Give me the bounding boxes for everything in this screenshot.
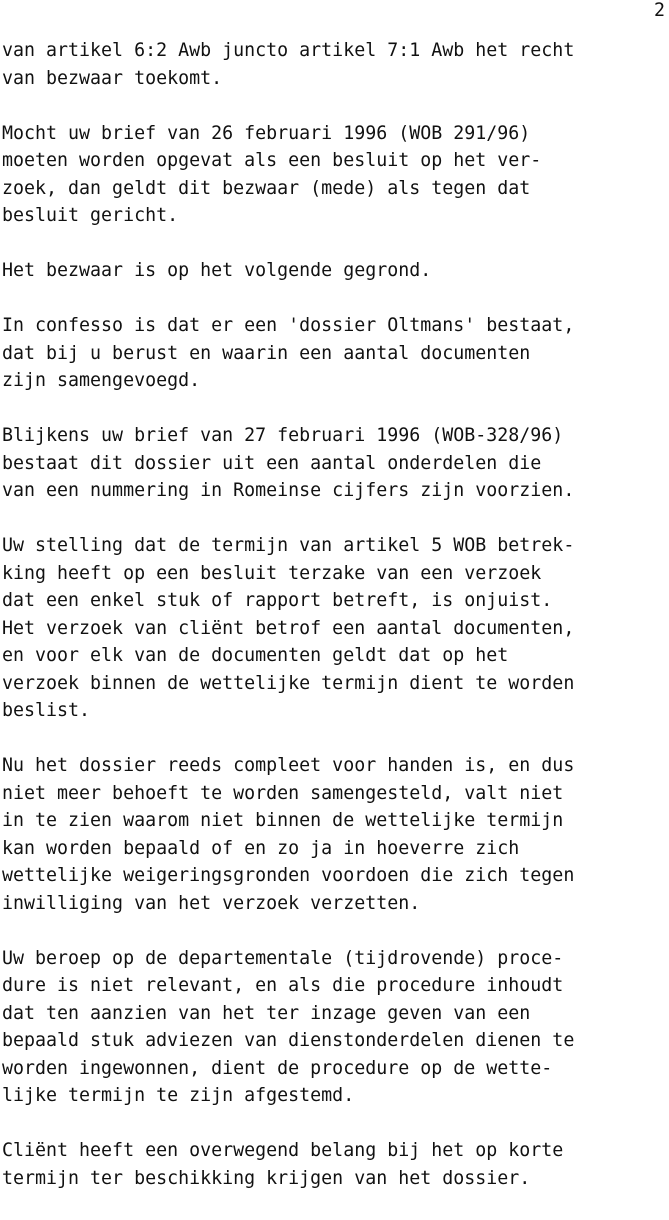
text-line: Uw stelling dat de termijn van artikel 5 WOB betrek- [2,535,575,556]
paragraph [2,312,669,395]
text-line: dat bij u berust en waarin een aantal documenten [2,342,531,364]
paragraph [2,532,669,725]
text-line: king heeft op een besluit terzake van een verzoek [2,562,542,584]
document-body [2,37,669,1220]
text-line: kan worden bepaald of en zo ja in hoeverre zich [2,837,520,859]
paragraph [2,37,669,92]
text-line: dat een enkel stuk of rapport betreft, is onjuist. [2,590,553,611]
text-line: bepaald stuk adviezen van dienstonderdelen dienen te [2,1030,575,1051]
text-line: van een nummering in Romeinse cijfers zijn voorzien. [2,480,575,501]
text-line: en voor elk van de documenten geldt dat op het [2,645,509,666]
text-line: Nu het dossier reeds compleet voor handen is, en dus [2,755,575,776]
text-line: bestaat dit dossier uit een aantal onderdelen die [2,452,542,474]
text-line: moeten worden opgevat als een besluit op het ver- [2,150,542,171]
paragraph [2,422,669,505]
text-line: inwilliging van het verzoek verzetten. [2,892,421,914]
paragraph [2,752,669,917]
paragraph [2,257,669,285]
text-line: beslist. [2,700,91,721]
text-line: In confesso is dat er een 'dossier Oltmans' bestaat, [2,315,575,336]
text-line: Cliënt heeft een overwegend belang bij het op korte [2,1140,564,1161]
text-line: besluit gericht. [2,205,179,226]
text-line: worden ingewonnen, dient de procedure op de wette- [2,1057,553,1079]
text-line: Het verzoek van cliënt betrof een aantal documenten, [2,617,575,639]
page-number: 2 [653,0,665,21]
text-line: verzoek binnen de wettelijke termijn dient te worden [2,672,575,694]
text-line: lijke termijn te zijn afgestemd. [2,1085,355,1106]
paragraph [2,945,669,1110]
text-line: niet meer behoeft te worden samengesteld, valt niet [2,782,564,804]
text-line: Mocht uw brief van 26 februari 1996 (WOB 291/96) [2,122,531,144]
paragraph [2,1137,669,1192]
text-line: termijn ter beschikking krijgen van het dossier. [2,1167,531,1189]
text-line: van bezwaar toekomt. [2,67,223,89]
text-line: in te zien waarom niet binnen de wettelijke termijn [2,810,564,831]
text-line: dat ten aanzien van het ter inzage geven van een [2,1002,531,1024]
text-line: dure is niet relevant, en als die procedure inhoudt [2,975,564,996]
text-line: zijn samengevoegd. [2,370,201,391]
text-line: Het bezwaar is op het volgende gegrond. [2,260,432,281]
text-line: zoek, dan geldt dit bezwaar (mede) als tegen dat [2,177,531,199]
text-line: Blijkens uw brief van 27 februari 1996 (WOB-328/96) [2,425,564,446]
text-line: wettelijke weigeringsgronden voordoen die zich tegen [2,865,575,886]
paragraph [2,120,669,230]
text-line: van artikel 6:2 Awb juncto artikel 7:1 Awb het recht [2,40,575,61]
text-line: Uw beroep op de departementale (tijdrovende) proce- [2,947,564,969]
